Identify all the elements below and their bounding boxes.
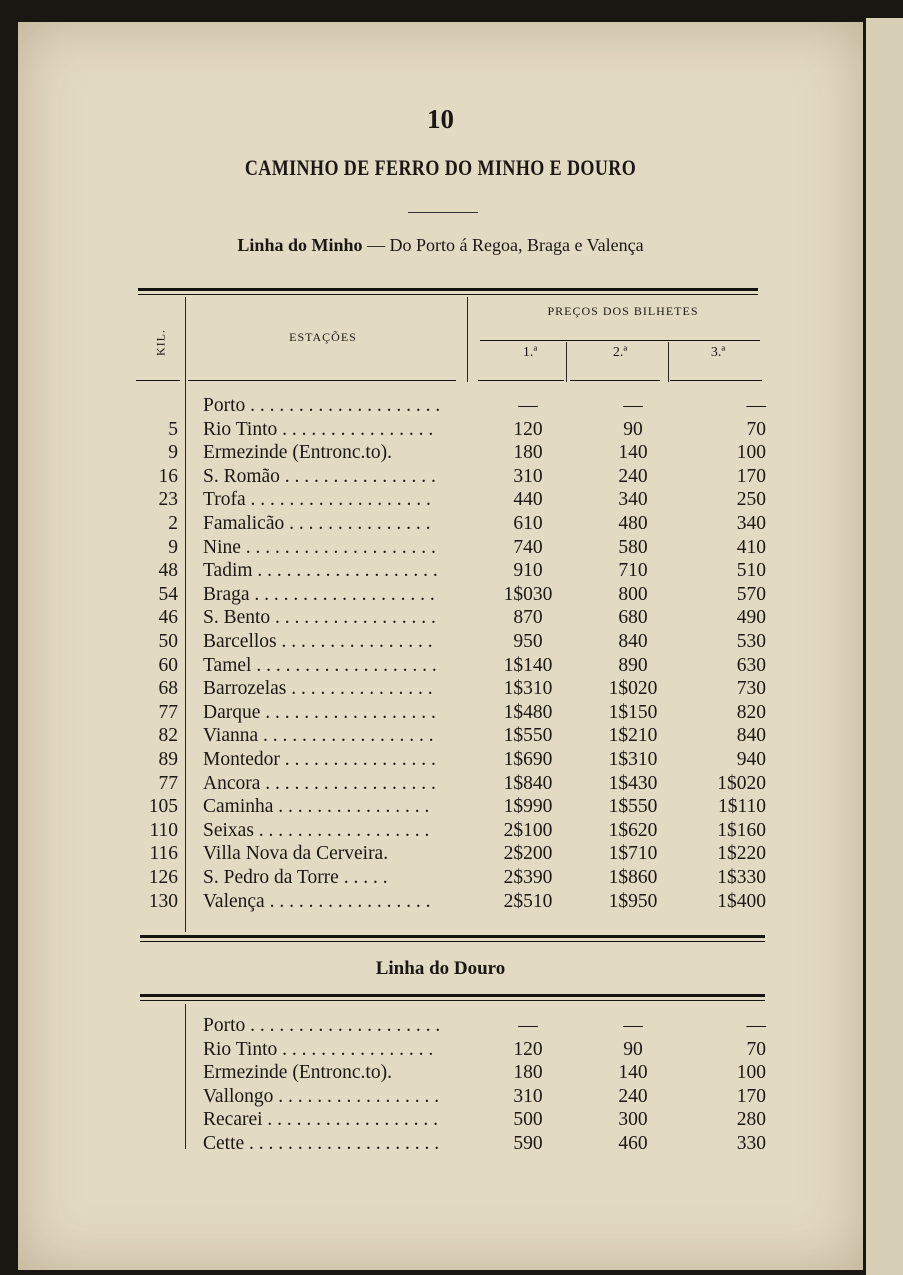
- price-3rd-cell: 1$220: [717, 843, 766, 865]
- estacoes-column-header: ESTAÇÕES: [289, 330, 357, 344]
- price-3rd-cell: 490: [736, 607, 766, 629]
- km-cell: 77: [158, 772, 178, 794]
- station-cell: Vianna . . . . . . . . . . . . . . . . . .: [203, 725, 434, 747]
- station-cell: Porto . . . . . . . . . . . . . . . . . . . .: [203, 1015, 441, 1036]
- price-3rd-cell: 70: [746, 1038, 766, 1060]
- douro-top-rule-thin: [140, 1000, 765, 1001]
- table-row: [18, 606, 863, 629]
- price-1st-cell: 310: [513, 1085, 543, 1107]
- document-page: [18, 22, 863, 1270]
- table-row: [18, 465, 863, 488]
- price-1st-cell: 440: [513, 489, 543, 511]
- price-2nd-cell: 710: [618, 560, 648, 582]
- price-1st-cell: 180: [513, 1062, 543, 1084]
- table-row: [18, 418, 863, 441]
- minho-bottom-rule: [140, 935, 765, 938]
- station-cell: Ermezinde (Entronc.to).: [203, 442, 392, 464]
- price-1st-cell: 1$990: [503, 796, 553, 818]
- table-row: [18, 701, 863, 724]
- table-row: [18, 819, 863, 842]
- price-1st-cell: —: [518, 1015, 538, 1036]
- table-row: [18, 890, 863, 913]
- page-number: 10: [427, 104, 454, 134]
- station-cell: Montedor . . . . . . . . . . . . . . . .: [203, 749, 436, 770]
- station-cell: Rio Tinto . . . . . . . . . . . . . . . .: [203, 418, 434, 440]
- table-row: [18, 559, 863, 582]
- station-cell: Ermezinde (Entronc.to).: [203, 1062, 392, 1084]
- header-bottom-rule-p1: [478, 380, 564, 381]
- table-row: [18, 1108, 863, 1131]
- price-1st-cell: 1$840: [503, 772, 553, 794]
- price-2nd-cell: —: [623, 395, 643, 416]
- km-cell: 50: [158, 631, 178, 652]
- price-3rd-cell: 1$020: [717, 772, 766, 794]
- station-cell: Ancora . . . . . . . . . . . . . . . . . .: [203, 772, 436, 794]
- km-cell: 54: [158, 583, 178, 605]
- price-2nd-cell: 90: [623, 418, 643, 440]
- price-2nd-cell: 90: [623, 1038, 643, 1060]
- douro-top-rule: [140, 994, 765, 997]
- header-bottom-rule-stations: [188, 380, 456, 381]
- table-row: [18, 1085, 863, 1108]
- station-cell: Villa Nova da Cerveira.: [203, 843, 389, 865]
- header-bottom-rule-km: [136, 380, 180, 381]
- price-3rd-cell: —: [746, 1015, 766, 1036]
- price-3rd-cell: 70: [746, 418, 766, 440]
- price-3rd-cell: 1$330: [717, 867, 766, 888]
- price-1st-cell: 310: [513, 465, 543, 487]
- table-row: [18, 1014, 863, 1037]
- price-2nd-cell: 1$210: [608, 725, 658, 747]
- table-row: [18, 488, 863, 511]
- table-row: [18, 842, 863, 865]
- price-2nd-cell: 480: [618, 513, 648, 534]
- price-2nd-cell: 1$620: [608, 819, 658, 841]
- precos-underline: [480, 340, 760, 341]
- price-3rd-cell: 820: [736, 701, 766, 723]
- station-cell: S. Bento . . . . . . . . . . . . . . . . .: [203, 607, 436, 629]
- station-cell: Barrozelas . . . . . . . . . . . . . . .: [203, 678, 433, 700]
- price-1st-cell: 1$310: [503, 678, 553, 700]
- precos-header: PREÇOS DOS BILHETES: [547, 304, 699, 318]
- station-cell: Caminha . . . . . . . . . . . . . . . .: [203, 796, 430, 818]
- km-cell: 60: [158, 654, 178, 676]
- table-row: [18, 772, 863, 795]
- price-2nd-cell: 1$150: [608, 701, 658, 723]
- price-3rd-cell: 630: [736, 654, 766, 676]
- class-1-header: 1.ª: [522, 345, 538, 360]
- table-row: [18, 866, 863, 889]
- station-cell: Barcellos . . . . . . . . . . . . . . . .: [203, 631, 433, 652]
- table-row: [18, 441, 863, 464]
- station-cell: Recarei . . . . . . . . . . . . . . . . . .: [203, 1109, 439, 1131]
- price-2nd-cell: 340: [618, 489, 648, 511]
- document-title: CAMINHO DE FERRO DO MINHO E DOURO: [244, 155, 637, 180]
- price-2nd-cell: 460: [618, 1133, 648, 1154]
- station-cell: Porto . . . . . . . . . . . . . . . . . . . .: [203, 395, 441, 416]
- price-2nd-cell: 1$020: [608, 678, 658, 700]
- price-1st-cell: 590: [513, 1133, 543, 1154]
- price-2nd-cell: 1$430: [608, 772, 658, 794]
- header-bottom-rule-p2: [570, 380, 660, 381]
- price-3rd-cell: 340: [736, 513, 766, 534]
- price-2nd-cell: 300: [618, 1109, 648, 1131]
- price-3rd-cell: 280: [736, 1109, 766, 1131]
- price-1st-cell: 740: [513, 536, 543, 558]
- price-3rd-cell: 940: [736, 749, 766, 770]
- price-1st-cell: 870: [513, 607, 543, 629]
- price-2nd-cell: 240: [618, 465, 648, 487]
- station-cell: S. Romão . . . . . . . . . . . . . . . .: [203, 465, 436, 487]
- price-3rd-cell: 1$110: [717, 796, 766, 818]
- price-column-divider-2: [668, 342, 669, 382]
- km-cell: 9: [168, 536, 178, 558]
- table-row: [18, 654, 863, 677]
- price-3rd-cell: —: [746, 395, 766, 416]
- price-1st-cell: 500: [513, 1109, 543, 1131]
- price-1st-cell: 1$140: [503, 654, 553, 676]
- class-2-header: 2.ª: [612, 345, 628, 360]
- minho-line-route: — Do Porto á Regoa, Braga e Valença: [362, 235, 644, 255]
- km-cell: 9: [168, 442, 178, 464]
- table-row: [18, 1038, 863, 1061]
- km-cell: 46: [158, 607, 178, 629]
- price-1st-cell: 910: [513, 560, 543, 582]
- price-2nd-cell: 580: [618, 536, 648, 558]
- table-row: [18, 394, 863, 417]
- price-1st-cell: 180: [513, 442, 543, 464]
- price-2nd-cell: 240: [618, 1085, 648, 1107]
- table-row: [18, 677, 863, 700]
- table-row: [18, 795, 863, 818]
- price-1st-cell: 1$480: [503, 701, 553, 723]
- station-cell: Rio Tinto . . . . . . . . . . . . . . . .: [203, 1038, 434, 1060]
- price-3rd-cell: 1$400: [717, 890, 766, 912]
- km-cell: 2: [168, 513, 178, 534]
- price-2nd-cell: 680: [618, 607, 648, 629]
- station-cell: Seixas . . . . . . . . . . . . . . . . . .: [203, 819, 430, 841]
- table-row: [18, 724, 863, 747]
- price-1st-cell: 2$390: [503, 867, 553, 888]
- price-1st-cell: 1$690: [503, 749, 553, 770]
- price-1st-cell: 2$100: [503, 819, 553, 841]
- price-2nd-cell: 1$860: [608, 867, 658, 888]
- price-1st-cell: 610: [513, 513, 543, 534]
- km-cell: 130: [148, 890, 178, 912]
- station-cell: Nine . . . . . . . . . . . . . . . . . . . .: [203, 536, 436, 558]
- price-3rd-cell: 170: [736, 1085, 766, 1107]
- price-1st-cell: 120: [513, 418, 543, 440]
- station-cell: Trofa . . . . . . . . . . . . . . . . . . .: [203, 489, 431, 511]
- class-3-header: 3.ª: [710, 345, 726, 360]
- kil-column-header: KIL.: [153, 329, 168, 356]
- price-3rd-cell: 330: [736, 1133, 766, 1154]
- price-1st-cell: 950: [513, 631, 543, 652]
- table-row: [18, 630, 863, 653]
- price-1st-cell: 1$550: [503, 725, 553, 747]
- price-3rd-cell: 100: [736, 1062, 766, 1084]
- station-cell: Cette . . . . . . . . . . . . . . . . . . . .: [203, 1133, 440, 1154]
- stations-column-divider: [467, 297, 468, 382]
- price-3rd-cell: 170: [736, 465, 766, 487]
- station-cell: Tamel . . . . . . . . . . . . . . . . . . .: [203, 654, 437, 676]
- price-2nd-cell: 140: [618, 442, 648, 464]
- price-2nd-cell: 840: [618, 631, 648, 652]
- km-cell: 89: [158, 749, 178, 770]
- km-cell: 110: [149, 819, 178, 841]
- km-cell: 126: [148, 867, 178, 888]
- price-3rd-cell: 840: [736, 725, 766, 747]
- price-2nd-cell: 140: [618, 1062, 648, 1084]
- table-row: [18, 1132, 863, 1155]
- douro-line-title: Linha do Douro: [375, 958, 506, 979]
- km-cell: 82: [158, 725, 178, 747]
- price-3rd-cell: 730: [736, 678, 766, 700]
- km-cell: 77: [158, 701, 178, 723]
- price-1st-cell: 2$200: [503, 843, 553, 865]
- table-top-rule: [138, 288, 758, 291]
- table-row: [18, 748, 863, 771]
- table-row: [18, 512, 863, 535]
- minho-line-subtitle: [18, 235, 863, 256]
- adjacent-page-edge: [866, 18, 903, 1275]
- title-divider: [408, 212, 478, 213]
- km-cell: 105: [148, 796, 178, 818]
- price-3rd-cell: 100: [736, 442, 766, 464]
- price-1st-cell: 120: [513, 1038, 543, 1060]
- station-cell: Famalicão . . . . . . . . . . . . . . .: [203, 513, 431, 534]
- station-cell: Braga . . . . . . . . . . . . . . . . . . .: [203, 583, 435, 605]
- price-2nd-cell: 1$550: [608, 796, 658, 818]
- price-3rd-cell: 1$160: [717, 819, 766, 841]
- price-2nd-cell: 890: [618, 654, 648, 676]
- station-cell: S. Pedro da Torre . . . . .: [203, 867, 388, 888]
- km-cell: 68: [158, 678, 178, 700]
- table-row: [18, 536, 863, 559]
- minho-bottom-rule-thin: [140, 941, 765, 942]
- price-3rd-cell: 570: [736, 583, 766, 605]
- km-cell: 116: [149, 843, 178, 865]
- km-cell: 16: [158, 465, 178, 487]
- km-cell: 23: [158, 489, 178, 511]
- station-cell: Darque . . . . . . . . . . . . . . . . . .: [203, 701, 436, 723]
- km-cell: 48: [158, 560, 178, 582]
- price-3rd-cell: 410: [736, 536, 766, 558]
- price-3rd-cell: 250: [736, 489, 766, 511]
- station-cell: Vallongo . . . . . . . . . . . . . . . . .: [203, 1085, 440, 1107]
- price-column-divider-1: [566, 342, 567, 382]
- price-2nd-cell: 1$950: [608, 890, 658, 912]
- price-1st-cell: 2$510: [503, 890, 553, 912]
- station-cell: Valença . . . . . . . . . . . . . . . . .: [203, 890, 431, 912]
- table-row: [18, 583, 863, 606]
- price-1st-cell: 1$030: [503, 583, 553, 605]
- km-cell: 5: [168, 418, 178, 440]
- station-cell: Tadim . . . . . . . . . . . . . . . . . . .: [203, 560, 438, 582]
- price-2nd-cell: 800: [618, 583, 648, 605]
- price-1st-cell: —: [518, 395, 538, 416]
- table-top-rule-thin: [138, 294, 758, 295]
- header-bottom-rule-p3: [670, 380, 762, 381]
- price-2nd-cell: 1$310: [608, 749, 658, 770]
- price-3rd-cell: 510: [736, 560, 766, 582]
- price-2nd-cell: 1$710: [608, 843, 658, 865]
- price-2nd-cell: —: [623, 1015, 643, 1036]
- price-3rd-cell: 530: [736, 631, 766, 652]
- table-row: [18, 1061, 863, 1084]
- minho-line-name: Linha do Minho: [237, 235, 363, 255]
